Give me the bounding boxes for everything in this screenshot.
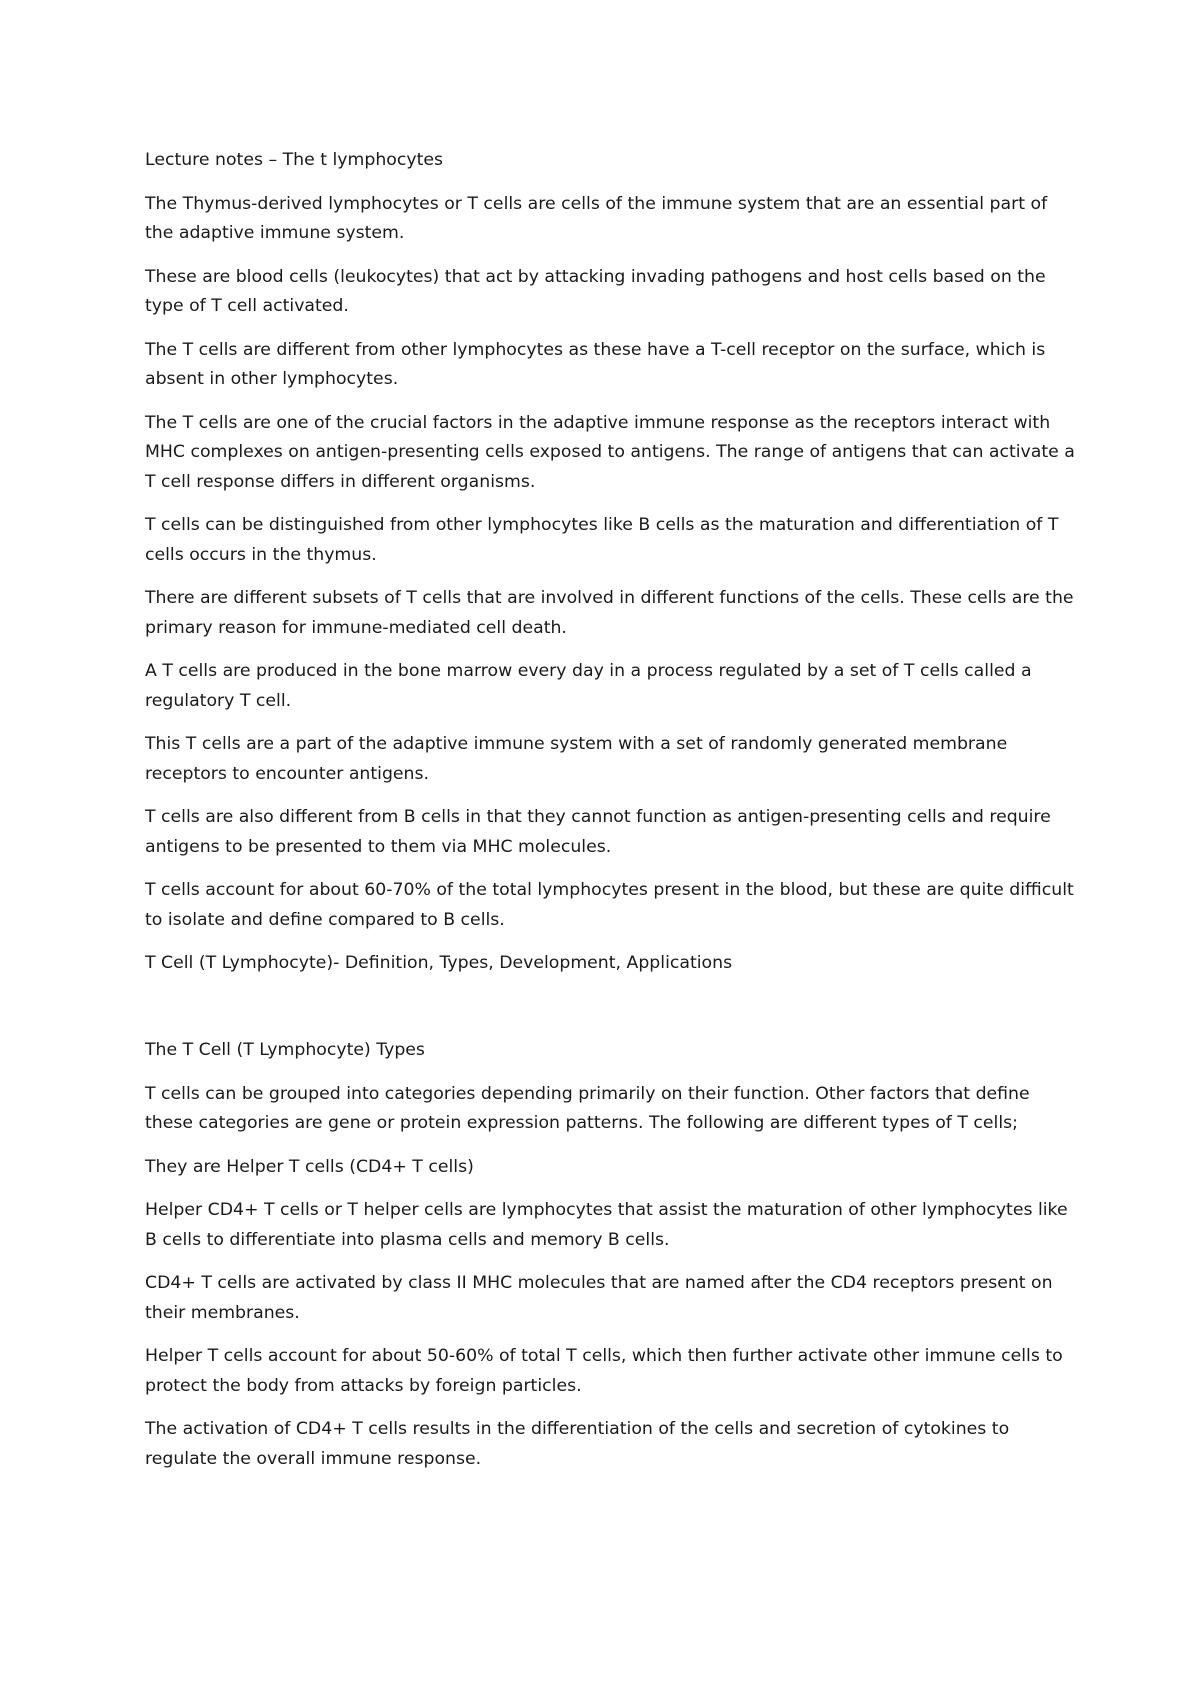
blank-line <box>145 993 1075 1023</box>
paragraph: The Thymus-derived lymphocytes or T cells are cells of the immune system that are an essential part of the adaptive immune system. <box>145 193 1048 243</box>
paragraph: This T cells are a part of the adaptive immune system with a set of randomly generated membrane receptors to encounter antigens. <box>145 734 1008 784</box>
paragraph: The T cells are one of the crucial factors in the adaptive immune response as the receptors interact with MHC complexes on antigen-presenting cells exposed to antigens. The range of antigens that can activate a T cell response differs in different organisms. <box>145 412 1075 492</box>
subsection-heading: They are Helper T cells (CD4+ T cells) <box>145 1156 474 1177</box>
paragraph: The activation of CD4+ T cells results in the differentiation of the cells and secretion of cytokines to regulate the overall immune response. <box>145 1419 1010 1469</box>
paragraph: T cells are also different from B cells in that they cannot function as antigen-presenting cells and require antigens to be presented to them via MHC molecules. <box>145 807 1051 857</box>
section-heading: The T Cell (T Lymphocyte) Types <box>145 1040 425 1060</box>
paragraph: T cells can be grouped into categories depending primarily on their function. Other factors that define these categories are gene or protein expression patterns. The following are different types of T cells; <box>145 1083 1030 1133</box>
paragraph: These are blood cells (leukocytes) that act by attacking invading pathogens and host cells based on the type of T cell activated. <box>145 266 1046 316</box>
section-reference: T Cell (T Lymphocyte)- Definition, Types, Development, Applications <box>145 953 733 973</box>
paragraph: T cells account for about 60-70% of the total lymphocytes present in the blood, but these are quite difficult to isolate and define compared to B cells. <box>145 880 1074 930</box>
paragraph: There are different subsets of T cells that are involved in different functions of the cells. These cells are the primary reason for immune-mediated cell death. <box>145 588 1074 638</box>
paragraph: Helper T cells account for about 50-60% of total T cells, which then further activate other immune cells to protect the body from attacks by foreign particles. <box>145 1346 1063 1396</box>
paragraph: CD4+ T cells are activated by class II MHC molecules that are named after the CD4 receptors present on their membranes. <box>145 1273 1053 1323</box>
document-title: Lecture notes – The t lymphocytes <box>145 150 443 170</box>
paragraph: The T cells are different from other lymphocytes as these have a T-cell receptor on the surface, which is absent in other lymphocytes. <box>145 339 1046 389</box>
paragraph: Helper CD4+ T cells or T helper cells are lymphocytes that assist the maturation of other lymphocytes like B cells to differentiate into plasma cells and memory B cells. <box>145 1200 1068 1250</box>
paragraph: A T cells are produced in the bone marrow every day in a process regulated by a set of T cells called a regulatory T cell. <box>145 661 1032 711</box>
document-body <box>145 146 1075 1488</box>
paragraph: T cells can be distinguished from other lymphocytes like B cells as the maturation and differentiation of T cells occurs in the thymus. <box>145 515 1059 565</box>
